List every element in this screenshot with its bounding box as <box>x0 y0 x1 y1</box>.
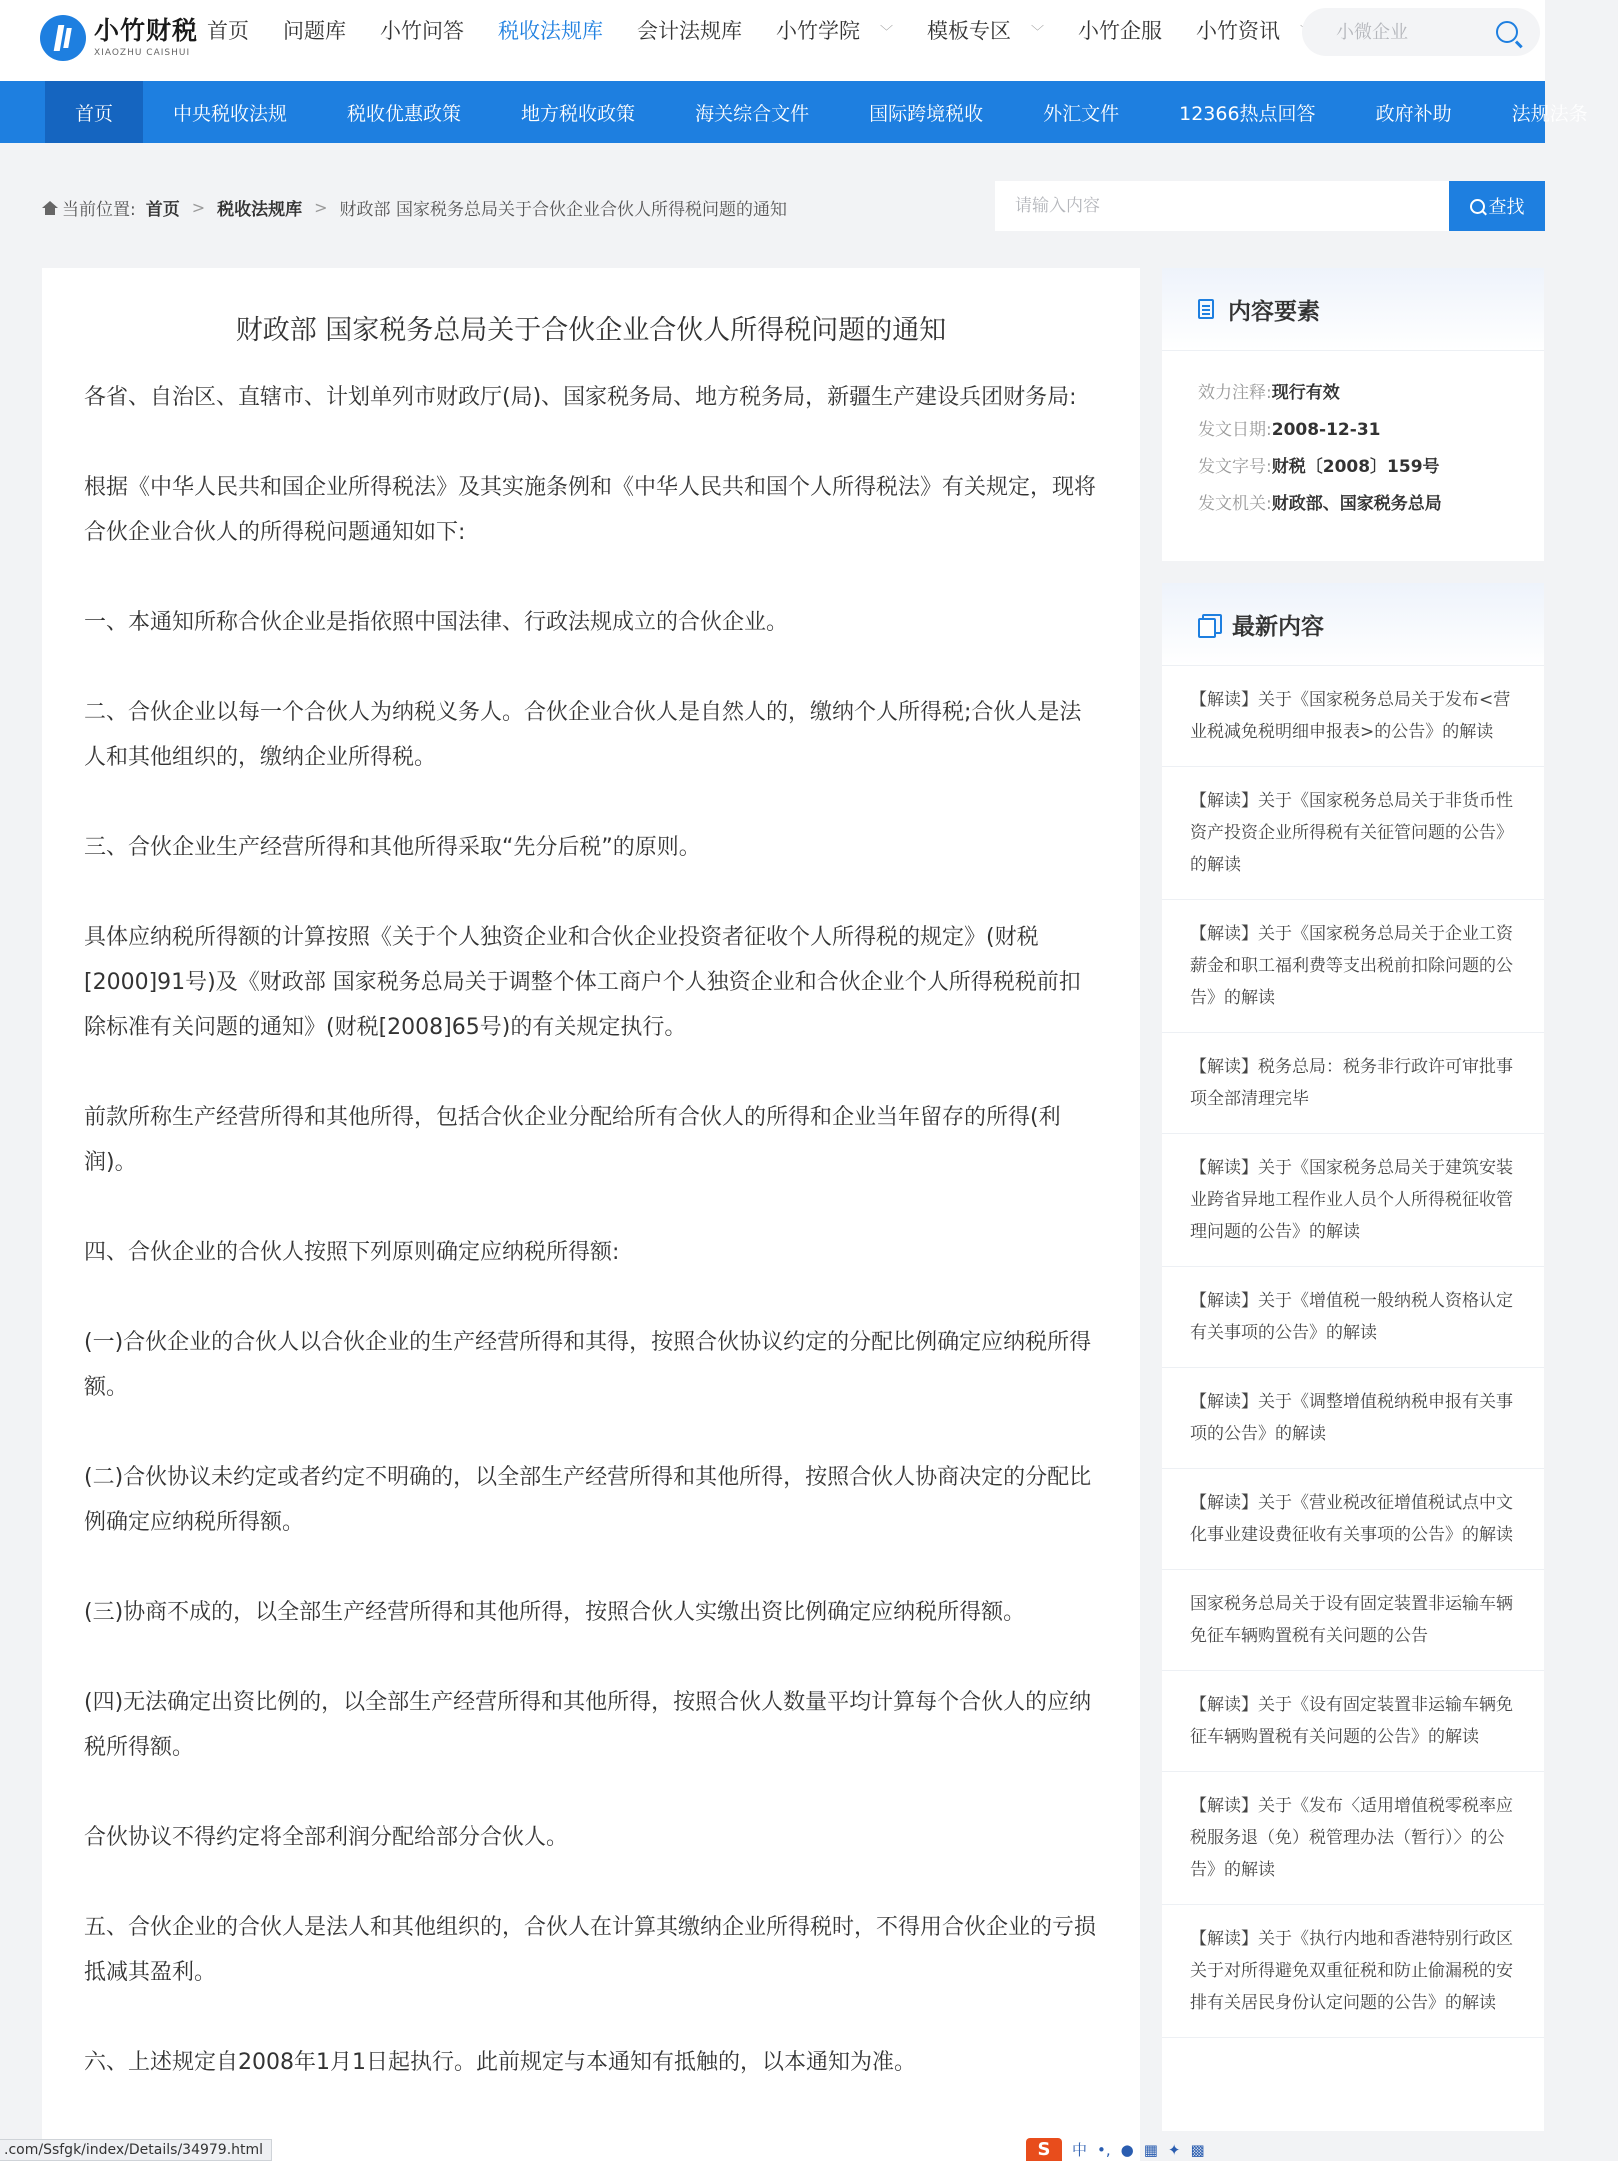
article-paragraph: (一)合伙企业的合伙人以合伙企业的生产经营所得和其得，按照合伙协议约定的分配比例确定应纳税所得额。 <box>84 1330 1092 1400</box>
article-paragraph: 一、本通知所称合伙企业是指依照中国法律、行政法规成立的合伙企业。 <box>84 610 789 635</box>
top-nav-label: 小竹学院 <box>776 19 860 43</box>
top-nav-item-5[interactable] <box>759 15 910 45</box>
latest-panel-title: 最新内容 <box>1232 613 1324 640</box>
top-nav-label: 问题库 <box>283 19 346 43</box>
summary-list <box>1162 351 1544 549</box>
latest-news-link[interactable]: 【解读】关于《国家税务总局关于非货币性资产投资企业所得税有关征管问题的公告》的解读 <box>1162 767 1544 900</box>
article-paragraph: 六、上述规定自2008年1月1日起执行。此前规定与本通知有抵触的，以本通知为准。 <box>84 2050 916 2075</box>
article-paragraph: 前款所称生产经营所得和其他所得，包括合伙企业分配给所有合伙人的所得和企业当年留存的所得(利润)。 <box>84 1105 1061 1175</box>
latest-news-link[interactable]: 国家税务总局关于设有固定装置非运输车辆免征车辆购置税有关问题的公告 <box>1162 1570 1544 1671</box>
breadcrumb-current: 财政部 国家税务总局关于合伙企业合伙人所得税问题的通知 <box>339 200 787 220</box>
summary-value: 财税〔2008〕159号 <box>1271 457 1440 477</box>
latest-news-link[interactable]: 【解读】关于《发布〈适用增值税零税率应税服务退（免）税管理办法（暂行）〉的公告》的解读 <box>1162 1772 1544 1905</box>
summary-panel-header <box>1162 268 1544 351</box>
top-header <box>0 0 1545 81</box>
top-nav-label: 小竹问答 <box>380 19 464 43</box>
category-tab-3[interactable]: 地方税收政策 <box>521 102 636 125</box>
article <box>42 268 1140 2161</box>
search-icon <box>1470 199 1485 214</box>
summary-row <box>1198 486 1508 523</box>
top-nav-label: 模板专区 <box>927 19 1012 43</box>
top-nav-item-0[interactable] <box>190 15 266 45</box>
top-nav-label: 税收法规库 <box>498 19 603 43</box>
grid-icon[interactable]: ▩ <box>1190 2140 1205 2159</box>
content-search-input[interactable] <box>995 181 1449 231</box>
content-search <box>995 181 1545 231</box>
summary-panel <box>1162 268 1544 561</box>
search-button[interactable] <box>1449 181 1545 231</box>
category-tab-6[interactable]: 外汇文件 <box>1043 102 1120 125</box>
search-icon[interactable] <box>1496 21 1518 43</box>
top-nav-item-6[interactable] <box>910 15 1061 45</box>
article-body <box>84 375 1098 2085</box>
top-nav-label: 小竹企服 <box>1078 19 1163 43</box>
shirt-icon[interactable]: ✦ <box>1167 2140 1181 2159</box>
latest-news-link[interactable]: 【解读】关于《国家税务总局关于建筑安装业跨省异地工程作业人员个人所得税征收管理问题的公告》的解读 <box>1162 1134 1544 1267</box>
breadcrumb-tax-library[interactable]: 税收法规库 <box>217 200 303 220</box>
article-paragraph: (四)无法确定出资比例的，以全部生产经营所得和其他所得，按照合伙人数量平均计算每个合伙人的应纳税所得额。 <box>84 1690 1092 1760</box>
top-nav-item-4[interactable] <box>620 15 759 45</box>
top-search <box>1302 8 1540 56</box>
category-tab-4[interactable]: 海关综合文件 <box>695 102 810 125</box>
list-icon <box>1198 614 1218 634</box>
article-paragraph: (二)合伙协议未约定或者约定不明确的，以全部生产经营所得和其他所得，按照合伙人协商决定的分配比例确定应纳税所得额。 <box>84 1465 1092 1535</box>
article-paragraph: 四、合伙企业的合伙人按照下列原则确定应纳税所得额: <box>84 1240 620 1265</box>
logo-icon <box>40 15 86 61</box>
latest-news-link[interactable]: 【解读】税务总局：税务非行政许可审批事项全部清理完毕 <box>1162 1033 1544 1134</box>
category-tab-9[interactable]: 法规法条 <box>1511 102 1588 125</box>
latest-news-link[interactable]: 【解读】关于《增值税一般纳税人资格认定有关事项的公告》的解读 <box>1162 1267 1544 1368</box>
latest-news-link[interactable]: 【解读】关于《执行内地和香港特别行政区关于对所得避免双重征税和防止偷漏税的安排有关居民身份认定问题的公告》的解读 <box>1162 1905 1544 2038</box>
category-tab-2[interactable]: 税收优惠政策 <box>347 102 462 125</box>
top-search-input[interactable] <box>1336 22 1486 43</box>
chevron-right-icon: > <box>314 198 328 217</box>
summary-row <box>1198 375 1508 412</box>
chevron-down-icon: ﹀ <box>880 24 894 40</box>
logo-name: 小竹财税 <box>94 16 199 45</box>
breadcrumb-prefix: 当前位置: <box>62 200 136 220</box>
article-paragraph: 三、合伙企业生产经营所得和其他所得采取“先分后税”的原则。 <box>84 835 701 860</box>
ime-mode[interactable]: 中 <box>1072 2141 1088 2159</box>
article-paragraph: 根据《中华人民共和国企业所得税法》及其实施条例和《中华人民共和国个人所得税法》有关规定，现将合伙企业合伙人的所得税问题通知如下: <box>84 475 1097 545</box>
home-icon <box>42 201 58 215</box>
top-nav-label: 小竹资讯 <box>1196 19 1281 43</box>
category-tab-7[interactable]: 12366热点回答 <box>1179 102 1316 125</box>
latest-news-link[interactable]: 【解读】关于《国家税务总局关于企业工资薪金和职工福利费等支出税前扣除问题的公告》的解读 <box>1162 900 1544 1033</box>
latest-panel-header <box>1162 583 1544 666</box>
microphone-icon[interactable]: ● <box>1120 2140 1134 2159</box>
summary-label: 发文日期: <box>1198 420 1272 440</box>
ime-toolbar <box>1022 2138 1244 2161</box>
document-icon <box>1198 299 1214 319</box>
article-paragraph: 各省、自治区、直辖市、计划单列市财政厅(局)、国家税务局、地方税务局，新疆生产建设兵团财务局: <box>84 385 1077 410</box>
article-paragraph: 五、合伙企业的合伙人是法人和其他组织的，合伙人在计算其缴纳企业所得税时，不得用合伙企业的亏损抵减其盈利。 <box>84 1915 1097 1985</box>
summary-value: 现行有效 <box>1271 383 1340 403</box>
chevron-down-icon: ﹀ <box>1031 24 1045 40</box>
summary-label: 效力注释: <box>1198 383 1272 403</box>
status-bar-url: .com/Ssfgk/index/Details/34979.html <box>0 2139 272 2161</box>
summary-value: 财政部、国家税务总局 <box>1271 494 1442 514</box>
summary-panel-title: 内容要素 <box>1228 298 1320 325</box>
latest-news-link[interactable]: 【解读】关于《营业税改征增值税试点中文化事业建设费征收有关事项的公告》的解读 <box>1162 1469 1544 1570</box>
article-paragraph: 二、合伙企业以每一个合伙人为纳税义务人。合伙企业合伙人是自然人的，缴纳个人所得税;合伙人是法人和其他组织的，缴纳企业所得税。 <box>84 700 1082 770</box>
ime-logo[interactable]: S <box>1026 2138 1062 2161</box>
category-tab-0[interactable]: 首页 <box>45 81 143 143</box>
summary-label: 发文字号: <box>1198 457 1272 477</box>
breadcrumb <box>42 195 787 220</box>
summary-row <box>1198 412 1508 449</box>
category-nav <box>0 81 1588 143</box>
category-tab-8[interactable]: 政府补助 <box>1375 102 1452 125</box>
search-button-label: 查找 <box>1488 197 1525 218</box>
article-paragraph: 合伙协议不得约定将全部利润分配给部分合伙人。 <box>84 1825 569 1850</box>
article-title: 财政部 国家税务总局关于合伙企业合伙人所得税问题的通知 <box>235 315 947 346</box>
latest-news-link[interactable]: 【解读】关于《设有固定装置非运输车辆免征车辆购置税有关问题的公告》的解读 <box>1162 1671 1544 1772</box>
latest-panel <box>1162 583 1544 2131</box>
category-tab-5[interactable]: 国际跨境税收 <box>869 102 984 125</box>
ime-punctuation-icon[interactable]: •, <box>1097 2140 1111 2159</box>
article-paragraph: (三)协商不成的，以全部生产经营所得和其他所得，按照合伙人实缴出资比例确定应纳税所得额。 <box>84 1600 1026 1625</box>
top-nav-item-2[interactable] <box>363 15 481 45</box>
latest-list <box>1162 666 1544 2038</box>
summary-label: 发文机关: <box>1198 494 1272 514</box>
main-nav <box>190 0 1330 60</box>
category-tab-1[interactable]: 中央税收法规 <box>173 102 288 125</box>
summary-row <box>1198 449 1508 486</box>
latest-news-link[interactable]: 【解读】关于《国家税务总局关于发布<营业税减免税明细申报表>的公告》的解读 <box>1162 666 1544 767</box>
top-nav-label: 首页 <box>207 19 249 43</box>
chevron-right-icon: > <box>191 198 206 217</box>
keyboard-icon[interactable]: ▦ <box>1143 2140 1158 2159</box>
logo-subtitle: XIAOZHU CAISHUI <box>94 48 191 58</box>
summary-value: 2008-12-31 <box>1271 420 1381 440</box>
top-nav-item-3[interactable] <box>481 15 620 45</box>
article-paragraph: 具体应纳税所得额的计算按照《关于个人独资企业和合伙企业投资者征收个人所得税的规定》(财税[2000]91号)及《财政部 国家税务总局关于调整个体工商户个人独资企业和合伙企业个人所得税税前扣除标准有关问题的通知》(财税[2008]65号)的有关规定执行。 <box>84 925 1081 1040</box>
latest-news-link[interactable]: 【解读】关于《调整增值税纳税申报有关事项的公告》的解读 <box>1162 1368 1544 1469</box>
top-nav-item-1[interactable] <box>266 15 363 45</box>
top-nav-label: 会计法规库 <box>637 19 742 43</box>
breadcrumb-home[interactable]: 首页 <box>145 200 180 220</box>
top-nav-item-7[interactable] <box>1061 15 1179 45</box>
